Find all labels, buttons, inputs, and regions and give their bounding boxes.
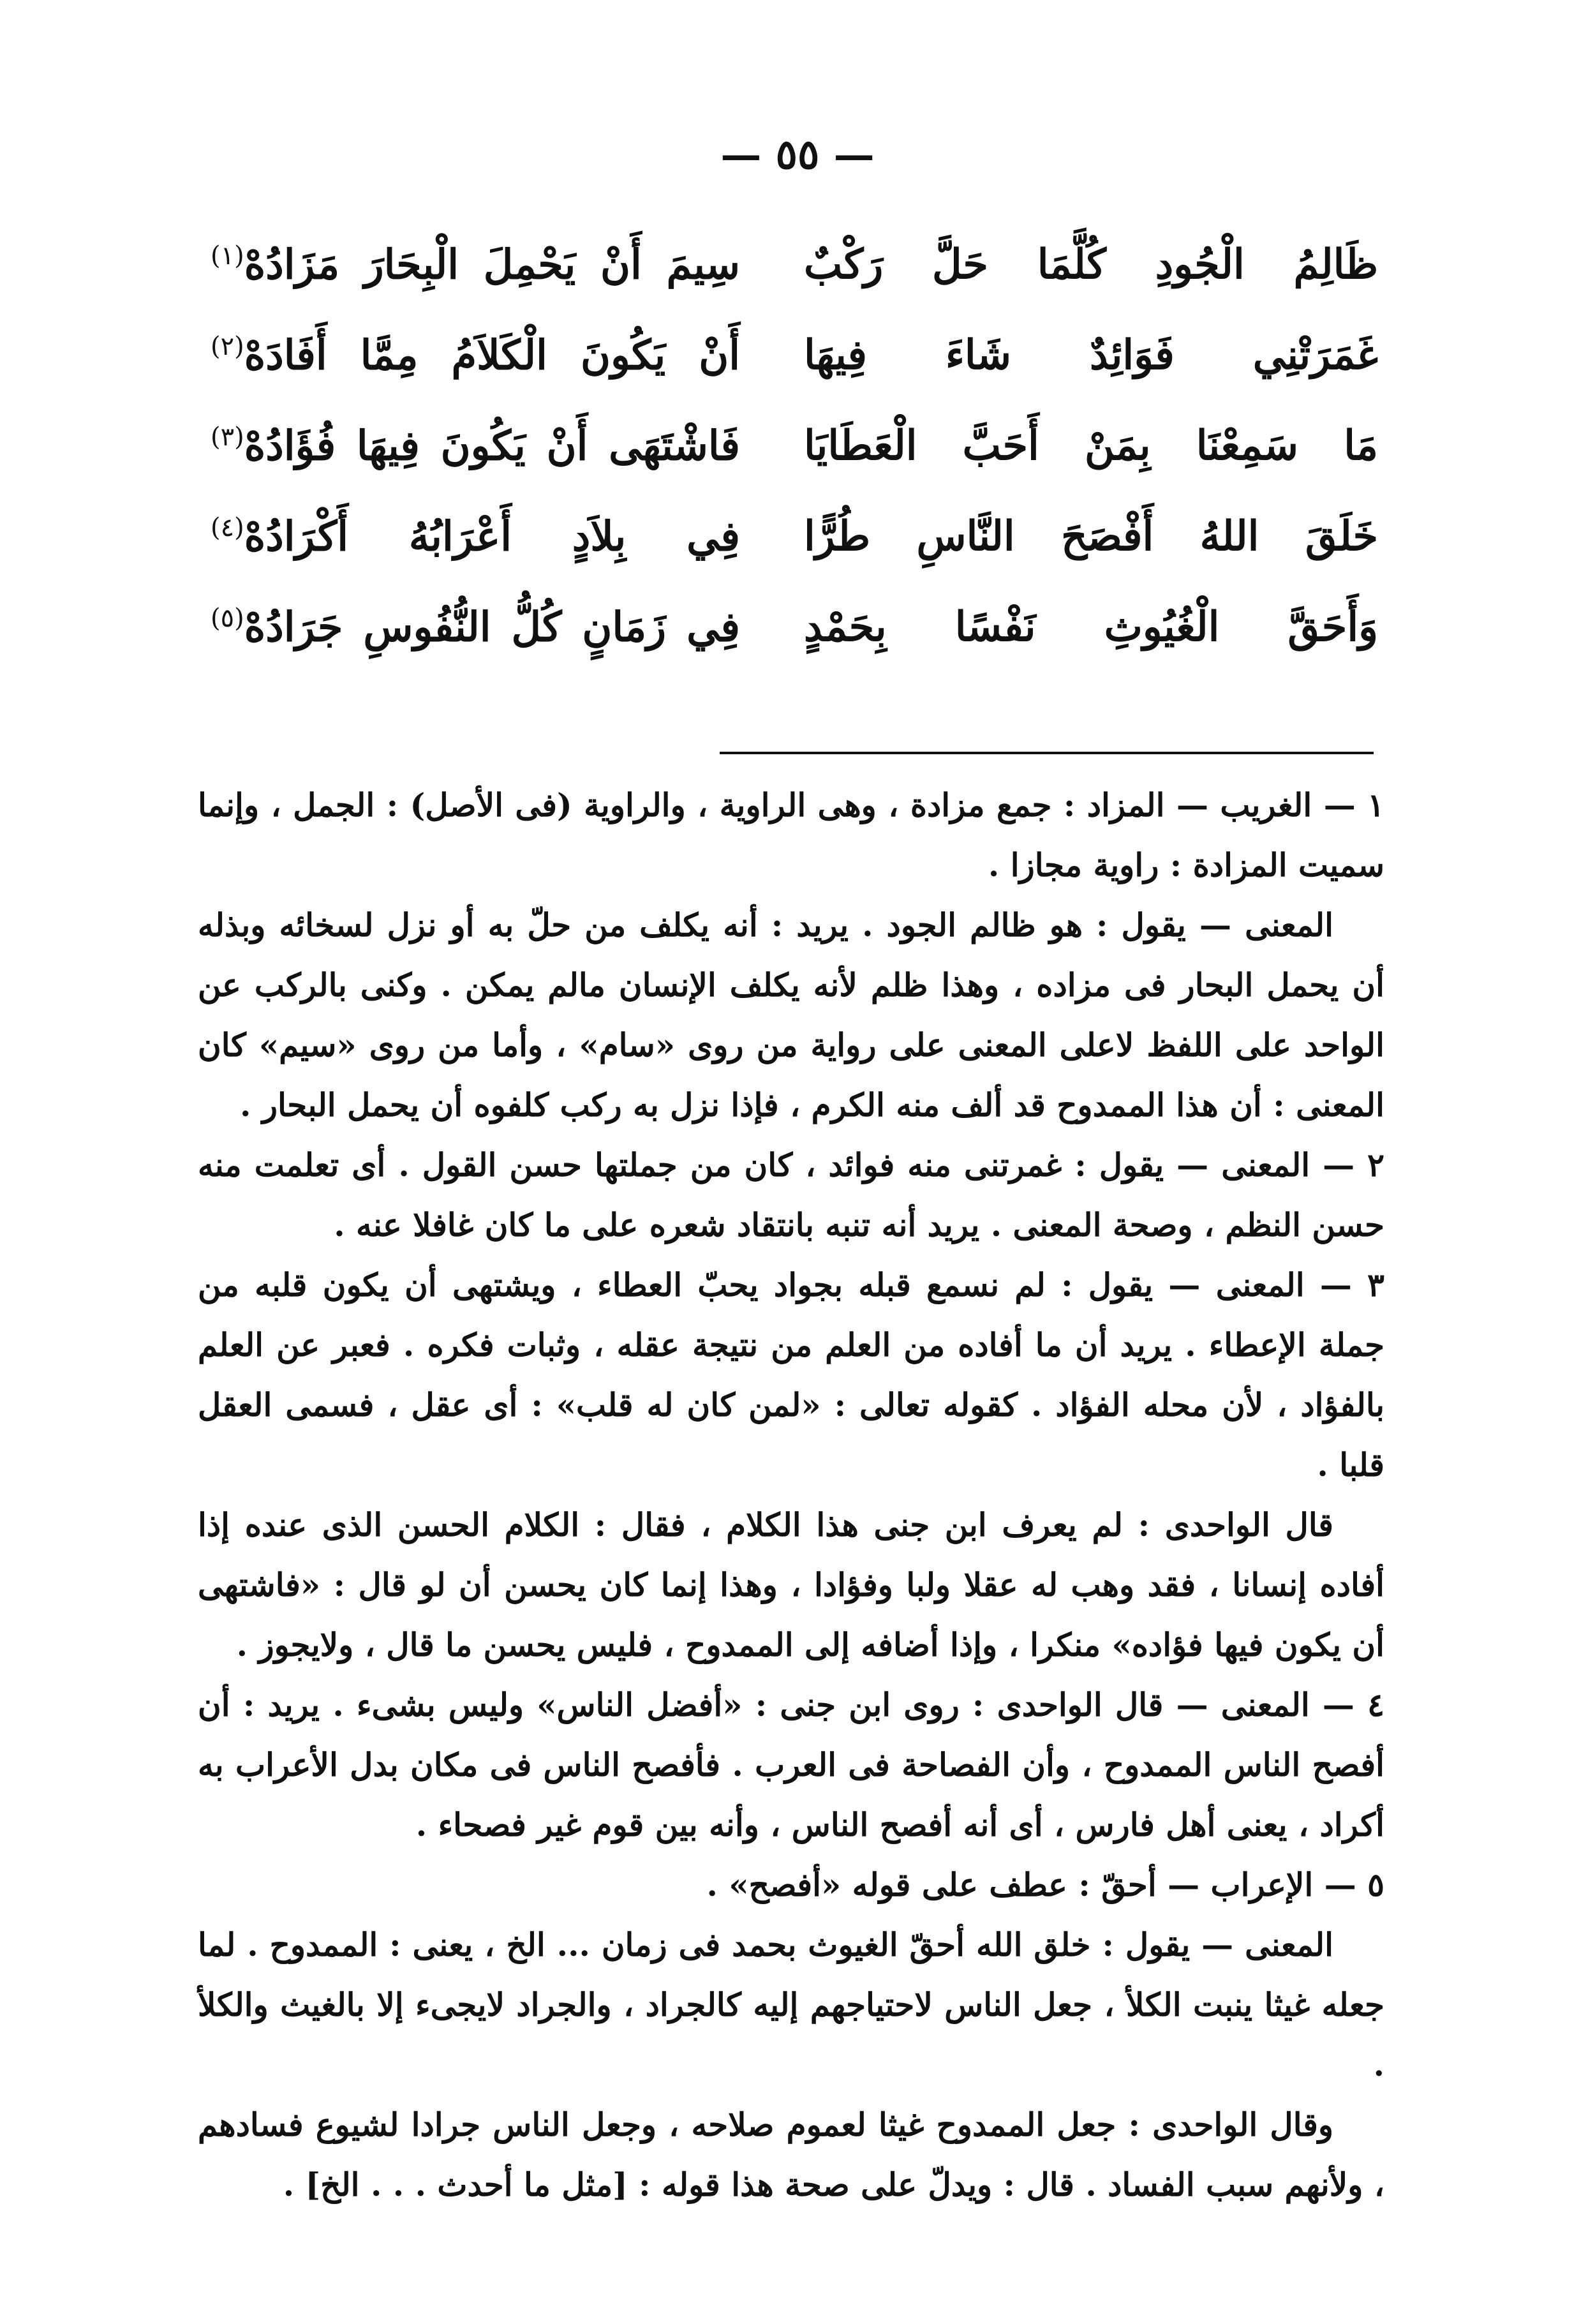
verse-second-text: سِيمَ أَنْ يَحْمِلَ الْبِحَارَ مَزَادُهْ <box>244 241 740 289</box>
footnote-divider <box>720 752 1374 754</box>
verse-second-hemistich <box>211 301 740 401</box>
footnote-paragraph: قال الواحدى : لم يعرف ابن جنى هذا الكلام ، فقال : الكلام الحسن الذى عنده إذا أفاده إنسانا ، فقد وهب له عقلا ولبا وفؤادا ، وهذا إنما كان يحسن أن لو قال : «فاشتهى أن يكون فيها فؤاده» منكرا ، وإذا أضافه إلى الممدوح ، فليس يحسن ما قال ، ولايجوز . <box>198 1506 1384 1664</box>
footnote-paragraph: وقال الواحدى : جعل الممدوح غيثا لعموم صلاحه ، وجعل الناس جرادا لشيوع فسادهم ، ولأنهم سبب الفساد . قال : ويدلّ على صحة هذا قوله : [مثل ما أحدث . . . الخ] . <box>198 2106 1384 2203</box>
verse-second-hemistich <box>211 573 740 673</box>
verse-second-text: فِي زَمَانٍ كُلُّ النُّفُوسِ جَرَادُهْ <box>244 603 740 652</box>
footnote-marker: (١) <box>211 241 244 271</box>
verse-second-hemistich <box>211 211 740 310</box>
verse-line <box>211 482 1378 573</box>
verse-first-hemistich: خَلَقَ اللهُ أَفْصَحَ النَّاسِ طُرًّا <box>804 512 1378 561</box>
poem <box>211 211 1378 664</box>
verse-line <box>211 573 1378 664</box>
verse-first-hemistich: غَمَرَتْنِي فَوَائِدٌ شَاءَ فِيهَا <box>804 331 1378 380</box>
footnote-paragraph: ٢ — المعنى — يقول : غمرتنى منه فوائد ، كان من جملتها حسن القول . أى تعلمت منه حسن النظم ، وصحة المعنى . يريد أنه تنبه بانتقاد شعره على ما كان غافلا عنه . <box>198 1146 1384 1244</box>
footnote-marker: (٢) <box>211 332 244 361</box>
footnote-paragraph: ٥ — الإعراب — أحقّ : عطف على قوله «أفصح» . <box>706 1866 1384 1903</box>
verse-line <box>211 301 1378 392</box>
verse-first-hemistich: ظَالِمُ الْجُودِ كُلَّمَا حَلَّ رَكْبٌ <box>804 241 1378 289</box>
verse-second-text: فِي بِلاَدٍ أَعْرَابُهُ أَكْرَادُهْ <box>244 512 740 561</box>
footnote-paragraph: المعنى — يقول : خلق الله أحقّ الغيوث بحمد فى زمان ... الخ ، يعنى : الممدوح . لما جعله غيثا ينبت الكلأ ، جعل الناس لاحتياجهم إليه كالجراد ، والجراد لايجىء إلا بالغيث والكلأ . <box>198 1926 1384 2083</box>
page-number: — ٥٥ — <box>720 131 875 179</box>
verse-second-text: فَاشْتَهَى أَنْ يَكُونَ فِيهَا فُؤَادُهْ <box>244 422 740 470</box>
footnote-paragraph: ٤ — المعنى — قال الواحدى : روى ابن جنى : «أفضل الناس» وليس بشىء . يريد : أن أفصح الناس الممدوح ، وأن الفصاحة فى العرب . فأفصح الناس فى مكان بدل الأعراب به أكراد ، يعنى أهل فارس ، أى أنه أفصح الناس ، وأنه بين قوم غير فصحاء . <box>198 1686 1384 1844</box>
verse-second-hemistich <box>211 482 740 582</box>
footnote-marker: (٤) <box>211 513 244 542</box>
footnote-paragraph: ٣ — المعنى — يقول : لم نسمع قبله بجواد يحبّ العطاء ، ويشتهى أن يكون قلبه من جملة الإعطاء . يريد أن ما أفاده من العلم من نتيجة عقله ، وثبات فكره . فعبر عن العلم بالفؤاد ، لأن محله الفؤاد . كقوله تعالى : «لمن كان له قلب» : أى عقل ، فسمى العقل قلبا . <box>198 1266 1384 1484</box>
footnote-paragraph: المعنى — يقول : هو ظالم الجود . يريد : أنه يكلف من حلّ به أو نزل لسخائه وبذله أن يحمل البحار فى مزاده ، وهذا ظلم لأنه يكلف الإنسان مالم يمكن . وكنى بالركب عن الواحد على اللفظ لاعلى المعنى على رواية من روى «سام» ، وأما من روى «سيم» كان المعنى : أن هذا الممدوح قد ألف منه الكرم ، فإذا نزل به ركب كلفوه أن يحمل البحار . <box>198 906 1384 1124</box>
verse-second-text: أَنْ يَكُونَ الْكَلاَمُ مِمَّا أَفَادَهْ <box>244 331 740 380</box>
verse-first-hemistich: وَأَحَقَّ الْغُيُوثِ نَفْسًا بِحَمْدٍ <box>804 603 1378 652</box>
verse-line <box>211 392 1378 482</box>
footnotes <box>198 775 1384 2215</box>
footnote-marker: (٥) <box>211 604 244 633</box>
footnote-paragraph: ١ — الغريب — المزاد : جمع مزادة ، وهى الراوية ، والراوية (فى الأصل) : الجمل ، وإنما سميت المزادة : راوية مجازا . <box>198 786 1384 884</box>
verse-line <box>211 211 1378 301</box>
verse-second-hemistich <box>211 392 740 491</box>
verse-first-hemistich: مَا سَمِعْنَا بِمَنْ أَحَبَّ الْعَطَايَا <box>804 422 1378 470</box>
footnote-marker: (٣) <box>211 422 244 452</box>
